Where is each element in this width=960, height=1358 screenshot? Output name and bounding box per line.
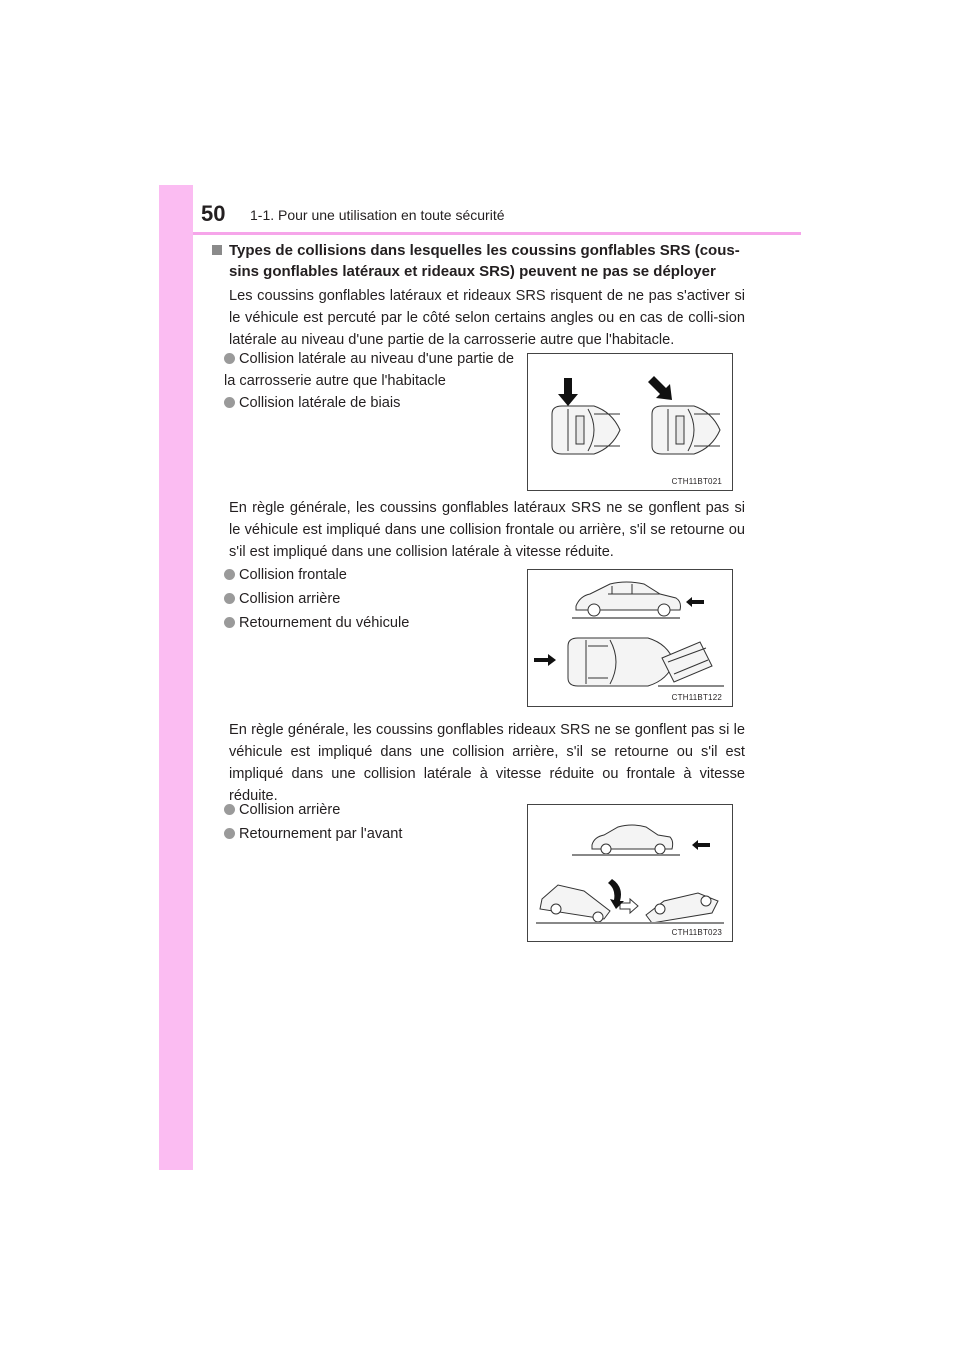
section-title-line1: Types de collisions dans lesquelles les coussins gonflables SRS (cous- xyxy=(229,242,740,259)
bullet-item: Retournement par l'avant xyxy=(224,823,402,845)
bullet-dot-icon xyxy=(224,617,235,628)
square-bullet-icon xyxy=(212,245,222,255)
bullet-dot-icon xyxy=(224,397,235,408)
bullet-item: Collision frontale xyxy=(224,564,347,586)
figure-side-collision xyxy=(527,353,733,491)
bullet-item: Collision arrière xyxy=(224,588,340,610)
intro-paragraph: Les coussins gonflables latéraux et rideaux SRS risquent de ne pas s'activer si le véhicule est percuté par le côté selon certains angles ou en cas de colli-sion latérale au niveau d'une partie de la carrosserie autre que l'habitacle. xyxy=(229,288,745,348)
bullet-dot-icon xyxy=(224,353,235,364)
figure-code: CTH11BT023 xyxy=(671,928,722,937)
figure-code: CTH11BT021 xyxy=(671,477,722,486)
side-collision-illustration xyxy=(528,354,734,492)
bullet-dot-icon xyxy=(224,828,235,839)
bullet-item: Collision latérale au niveau d'une partie de la carrosserie autre que l'habitacle xyxy=(224,351,514,389)
figure-rear-front-rollover xyxy=(527,804,733,942)
header-rule xyxy=(193,232,801,235)
rear-front-rollover-illustration xyxy=(528,805,734,943)
bullet-dot-icon xyxy=(224,569,235,580)
bullet-item: Collision latérale de biais xyxy=(224,392,400,414)
bullet-item: Collision arrière xyxy=(224,799,340,821)
paragraph-curtain-airbags: En règle générale, les coussins gonflables rideaux SRS ne se gonflent pas si le véhicule est impliqué dans une collision arrière, s'il se retourne ou s'il est impliqué dans une collision latérale à vitesse réduite ou frontale à vitesse réduite. xyxy=(229,722,745,804)
bullet-dot-icon xyxy=(224,593,235,604)
bullet-item: Retournement du véhicule xyxy=(224,612,409,634)
chapter-title: 1-1. Pour une utilisation en toute sécurité xyxy=(250,207,505,223)
page-number: 50 xyxy=(201,201,226,226)
figure-code: CTH11BT122 xyxy=(671,693,722,702)
front-rear-rollover-illustration xyxy=(528,570,734,708)
bullet-dot-icon xyxy=(224,804,235,815)
section-heading xyxy=(212,240,745,282)
paragraph-side-airbags: En règle générale, les coussins gonflables latéraux SRS ne se gonflent pas si le véhicule est impliqué dans une collision frontale ou arrière, s'il se retourne ou s'il est impliqué dans une collision latérale à vitesse réduite. xyxy=(229,500,745,560)
figure-front-rear-rollover xyxy=(527,569,733,707)
chapter-tab xyxy=(159,185,193,1170)
section-title-line2: sins gonflables latéraux et rideaux SRS) peuvent ne pas se déployer xyxy=(229,263,716,280)
